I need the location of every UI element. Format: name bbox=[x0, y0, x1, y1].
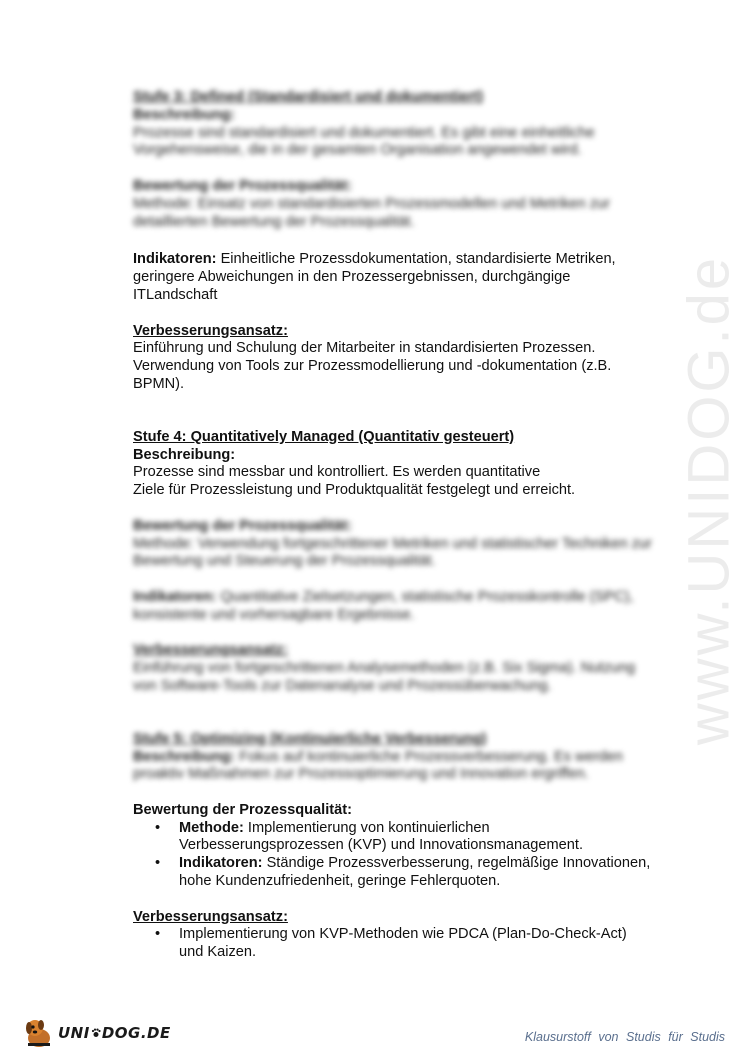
stufe4-blurred-section bbox=[133, 518, 653, 784]
dog-icon bbox=[22, 1016, 56, 1050]
logo-text-right: DOG.DE bbox=[101, 1024, 171, 1042]
footer-tagline: Klausurstoff von Studis für Studis bbox=[524, 1030, 725, 1044]
stufe4-verbesserung-label: Verbesserungsansatz: bbox=[133, 642, 288, 659]
stufe4-verbesserung-text: Einführung von fortgeschrittenen Analysemethoden (z.B. Six Sigma). Nutzung von Software-Tools zur Datenanalyse und Prozessüberwachung. bbox=[133, 660, 636, 694]
bullet-label-methode: Methode: bbox=[179, 819, 244, 836]
stufe5-beschreibung bbox=[133, 749, 653, 785]
stufe3-indikatoren-text: Einheitliche Prozessdokumentation, standardisierte Metriken, geringere Abweichungen in den Prozessergebnissen, durchgängige ITLandschaft bbox=[133, 251, 616, 303]
stufe5-verbesserung-list bbox=[155, 926, 653, 962]
paw-icon bbox=[91, 1028, 101, 1038]
stufe4-title: Stufe 4: Quantitatively Managed (Quantitativ gesteuert) bbox=[133, 428, 515, 445]
bullet-label-indikatoren: Indikatoren: bbox=[179, 855, 263, 872]
document-content bbox=[133, 89, 653, 962]
stufe3-bewertung-label: Bewertung der Prozessqualität: bbox=[133, 177, 352, 194]
stufe3-title: Stufe 3: Defined (Standardisiert und dokumentiert) bbox=[133, 89, 484, 105]
stufe3-verbesserung-text: Einführung und Schulung der Mitarbeiter in standardisierten Prozessen. Verwendung von Tools zur Prozessmodellierung und -dokumentation (z.B. BPMN). bbox=[133, 340, 612, 392]
stufe5-bewertung-label: Bewertung der Prozessqualität: bbox=[133, 801, 352, 818]
stufe4-beschreibung-label: Beschreibung: bbox=[133, 446, 236, 463]
stufe3-indikatoren-label: Indikatoren: bbox=[133, 251, 217, 268]
logo-text-left: UNI bbox=[58, 1024, 90, 1042]
bullet-text-indikatoren: Ständige Prozessverbesserung, regelmäßige Innovationen, hohe Kundenzufriedenheit, geringe Fehlerquoten. bbox=[179, 855, 651, 890]
stufe4-bewertung-label: Bewertung der Prozessqualität: bbox=[133, 517, 352, 534]
list-item bbox=[155, 820, 653, 856]
stufe4-indikatoren bbox=[133, 589, 653, 625]
stufe3-indikatoren bbox=[133, 251, 653, 304]
stufe4-indikatoren-label: Indikatoren: bbox=[133, 588, 217, 605]
stufe5-bewertung-list bbox=[155, 820, 653, 891]
list-item bbox=[155, 855, 653, 891]
bullet-text-kvp: Implementierung von KVP-Methoden wie PDCA (Plan-Do-Check-Act) und Kaizen. bbox=[179, 926, 627, 961]
stufe4-bewertung-text: Methode: Verwendung fortgeschrittener Metriken und statistischer Techniken zur Bewertung und Steuerung der Prozessqualität. bbox=[133, 535, 652, 570]
list-item bbox=[155, 926, 653, 962]
watermark: www.UNIDOG.de bbox=[676, 254, 742, 746]
stufe5-beschreibung-text: Fokus auf kontinuierliche Prozessverbesserung. Es werden proaktiv Maßnahmen zur Prozessoptimierung und Innovation ergriffen. bbox=[133, 748, 623, 783]
stufe3-verbesserung-label: Verbesserungsansatz: bbox=[133, 322, 288, 339]
stufe3-beschreibung-label: Beschreibung: bbox=[133, 106, 236, 123]
stufe3-beschreibung-text: Prozesse sind standardisiert und dokumentiert. Es gibt eine einheitliche Vorgehensweise, die in der gesamten Organisation angewendet wird. bbox=[133, 124, 595, 159]
stufe5-title: Stufe 5: Optimizing (Kontinuierliche Verbesserung) bbox=[133, 730, 487, 747]
unidog-logo[interactable] bbox=[22, 1016, 171, 1050]
stufe4-beschreibung-line2: Ziele für Prozessleistung und Produktqualität festgelegt und erreicht. bbox=[133, 482, 576, 499]
stufe3-bewertung-text: Methode: Einsatz von standardisierten Prozessmodellen und Metriken zur detaillierten Bewertung der Prozessqualität. bbox=[133, 195, 610, 230]
stufe3-blurred-section bbox=[133, 89, 653, 231]
stufe5-verbesserung-label: Verbesserungsansatz: bbox=[133, 908, 288, 925]
stufe5-beschreibung-label: Beschreibung: bbox=[133, 748, 236, 765]
stufe4-beschreibung-line1: Prozesse sind messbar und kontrolliert. Es werden quantitative bbox=[133, 464, 541, 481]
stufe4-indikatoren-text: Quantitative Zielsetzungen, statistische Prozesskontrolle (SPC), konsistente und vorhersagbare Ergebnisse. bbox=[133, 588, 634, 623]
bullet-text-methode: Implementierung von kontinuierlichen Verbesserungsprozessen (KVP) und Innovationsmanagement. bbox=[179, 819, 583, 854]
